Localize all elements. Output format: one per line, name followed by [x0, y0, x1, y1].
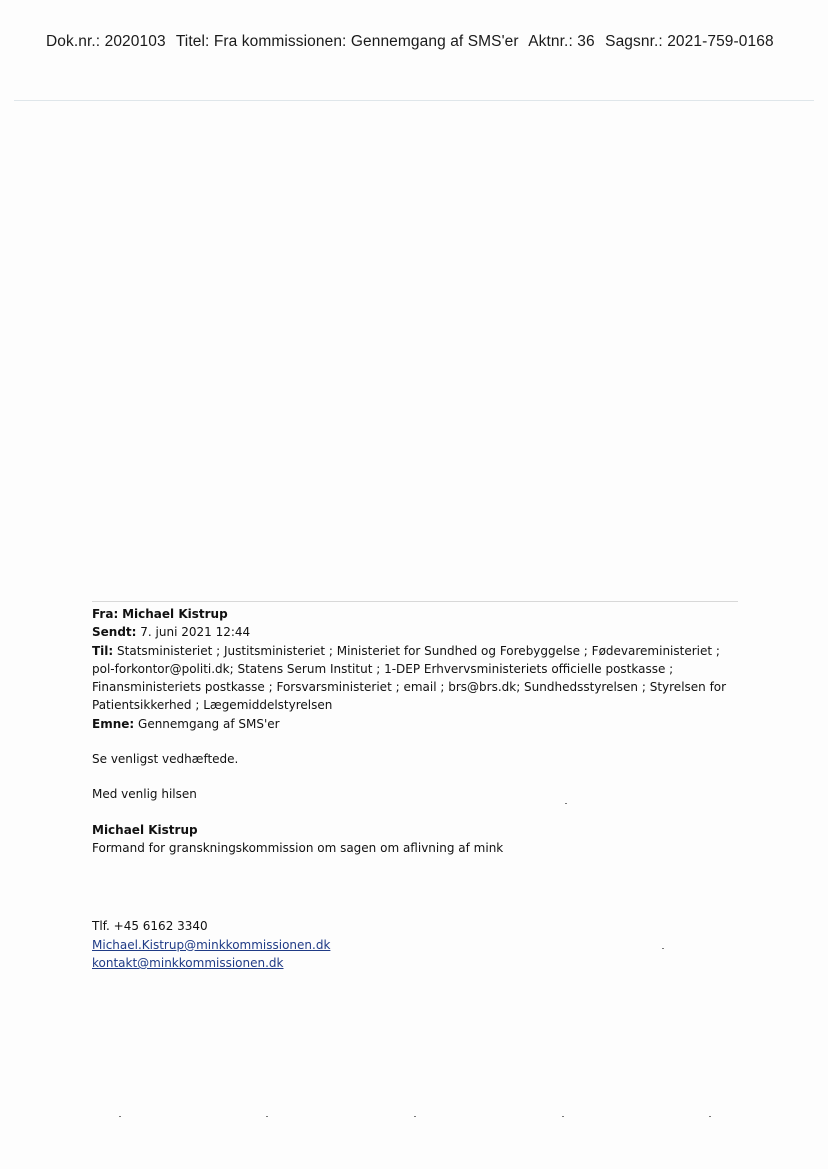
phone-number: Tlf. +45 6162 3340: [92, 919, 208, 934]
from-line: [92, 605, 742, 623]
doc-title: Titel: Fra kommissionen: Gennemgang af SMS'er: [175, 33, 519, 50]
subject-line: [92, 715, 742, 733]
to-label: Til:: [92, 643, 114, 658]
from-value: Michael Kistrup: [122, 607, 228, 621]
from-label: Fra:: [92, 607, 119, 621]
email-block: [92, 605, 742, 972]
doc-number: Dok.nr.: 2020103: [46, 33, 166, 50]
scan-artifact-line: [14, 100, 814, 101]
email-link-personal[interactable]: [92, 936, 742, 954]
sent-label: Sendt:: [92, 625, 137, 640]
sent-value: 7. juni 2021 12:44: [140, 625, 251, 640]
subject-label: Emne:: [92, 716, 135, 731]
sags-number: Sagsnr.: 2021-759-0168: [605, 33, 774, 50]
sent-line: [92, 623, 742, 641]
email-link-contact[interactable]: [92, 954, 742, 972]
email-divider: [92, 601, 738, 602]
to-line-4: Patientsikkerhed ; Lægemiddelstyrelsen: [92, 698, 333, 713]
scan-speck: [119, 1116, 121, 1117]
personal-email-link[interactable]: Michael.Kistrup@minkkommissionen.dk: [92, 937, 331, 952]
to-recipients-1: Statsministeriet ; Justitsministeriet ; Ministeriet for Sundhed og Forebyggelse ; Fødevareministeriet ;: [117, 643, 720, 658]
signature-title: Formand for granskningskommission om sagen om aflivning af mink: [92, 840, 504, 855]
scan-speck: [562, 1116, 564, 1117]
scan-speck: [565, 803, 567, 804]
to-line-1: [92, 642, 742, 660]
contact-email-link[interactable]: kontakt@minkkommissionen.dk: [92, 955, 284, 970]
scan-speck: [266, 1116, 268, 1117]
scan-speck: [709, 1116, 711, 1117]
scan-speck: [414, 1116, 416, 1117]
subject-value: Gennemgang af SMS'er: [138, 716, 280, 731]
greeting: Med venlig hilsen: [92, 787, 197, 802]
document-header: [46, 33, 806, 51]
to-line-3: Finansministeriets postkasse ; Forsvarsministeriet ; email ; brs@brs.dk; Sundhedsstyrelsen ; Styrelsen for: [92, 680, 727, 695]
akt-number: Aktnr.: 36: [528, 33, 595, 50]
email-body: Se venligst vedhæftede.: [92, 752, 239, 767]
scan-speck: [662, 948, 664, 949]
to-line-2: pol-forkontor@politi.dk; Statens Serum Institut ; 1-DEP Erhvervsministeriets officielle postkasse ;: [92, 661, 674, 676]
signature-name: Michael Kistrup: [92, 822, 198, 837]
